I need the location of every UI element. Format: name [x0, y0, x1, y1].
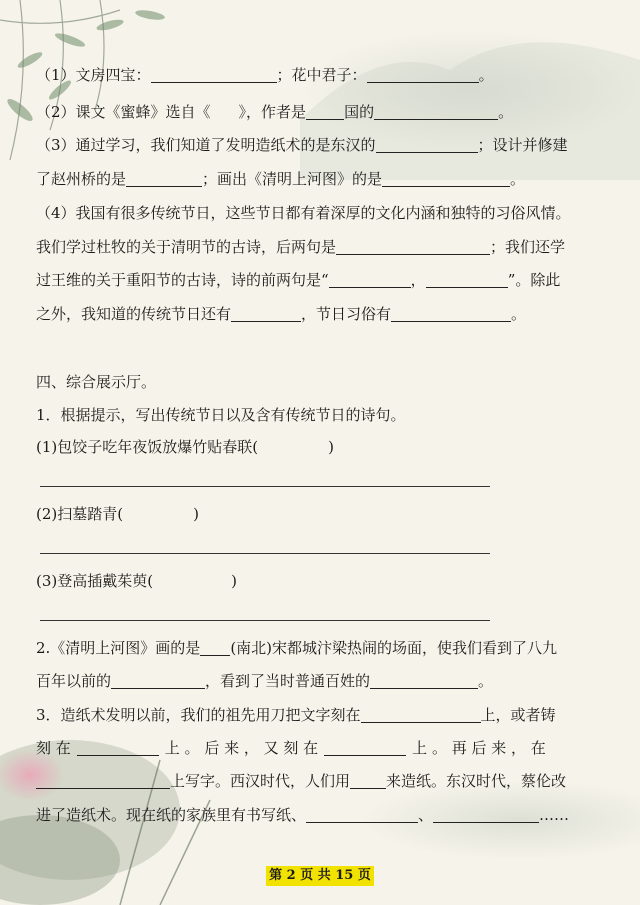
question-4-2-line1 [36, 637, 610, 659]
answer-blank[interactable] [336, 238, 490, 255]
answer-blank[interactable] [231, 305, 301, 322]
question-4-3-line4 [36, 804, 610, 826]
q33-text: （3）通过学习，我们知道了发明造纸术的是东汉的 [36, 136, 376, 154]
answer-blank[interactable] [426, 271, 508, 288]
question-4-1-item-1 [36, 436, 610, 458]
q43-text: 上写字。西汉时代，人们用 [170, 772, 351, 790]
question-3-2 [36, 101, 610, 123]
total-pages: 15 [335, 868, 354, 883]
answer-blank[interactable] [111, 672, 205, 689]
item-close: ) [193, 505, 199, 523]
answer-blank[interactable] [306, 806, 418, 823]
q43-text: 3．造纸术发明以前，我们的祖先用刀把文字刻在 [36, 706, 361, 724]
q42-text: (南北)宋都城汴梁热闹的场面，使我们看到了八九 [230, 639, 558, 657]
q34-text: （4）我国有很多传统节日，这些节日都有着深厚的文化内涵和独特的习俗风情。 [36, 204, 571, 222]
footer-text: 页 [357, 868, 371, 883]
question-4-1-item-2 [36, 503, 610, 525]
footer-text: 第 [269, 868, 283, 883]
section-title: 四、综合展示厅。 [36, 373, 157, 391]
q43-text: 上，或者铸 [480, 706, 556, 724]
answer-blank[interactable] [367, 66, 479, 83]
q42-text: 2.《清明上河图》画的是 [36, 639, 201, 657]
answer-blank[interactable] [77, 739, 159, 756]
q31-mid: ；花中君子： [276, 66, 367, 84]
question-4-2-line2 [36, 670, 610, 692]
section-4-title [36, 371, 610, 393]
question-3-4-line4 [36, 303, 610, 325]
q32-label: （2）课文《蜜蜂》选自《 [36, 103, 211, 121]
q33-text: ；画出《清明上河图》的是 [202, 170, 383, 188]
q32-end: 。 [498, 103, 514, 121]
q33-text: ；设计并修建 [477, 136, 568, 154]
answer-blank[interactable] [306, 103, 344, 120]
q34-text: ”。除此 [507, 271, 561, 289]
answer-blank[interactable] [329, 271, 411, 288]
answer-blank[interactable] [361, 706, 481, 723]
answer-blank[interactable] [391, 305, 511, 322]
item-close: ) [231, 572, 237, 590]
question-4-1-prompt [36, 404, 610, 426]
q34-text: ，节日习俗有 [301, 305, 392, 323]
question-3-4-line1 [36, 202, 610, 224]
q42-text: 。 [478, 672, 494, 690]
q43-text: 来造纸。东汉时代，蔡伦改 [386, 772, 567, 790]
q43-text: …… [539, 806, 570, 824]
q43-text: 上 。 后 来 ， 又 刻 在 [164, 739, 319, 757]
answer-line[interactable] [40, 620, 490, 621]
answer-blank[interactable] [151, 66, 277, 83]
question-4-3-line2 [36, 737, 610, 759]
answer-blank[interactable] [382, 170, 510, 187]
q34-text: ， [410, 271, 426, 289]
q43-text: 刻 在 [36, 739, 71, 757]
answer-blank[interactable] [374, 103, 498, 120]
question-3-4-line2 [36, 236, 610, 258]
answer-blank[interactable] [324, 739, 406, 756]
q34-text: ；我们还学 [490, 238, 566, 256]
item-close: ) [328, 438, 334, 456]
answer-blank[interactable] [370, 672, 478, 689]
answer-blank[interactable] [433, 806, 539, 823]
item-text: (2)扫墓踏青( [36, 505, 124, 523]
q43-text: 进了造纸术。现在纸的家族里有书写纸、 [36, 806, 307, 824]
q43-text: 、 [418, 806, 434, 824]
answer-blank[interactable] [376, 136, 478, 153]
answer-blank[interactable] [126, 170, 202, 187]
answer-line[interactable] [40, 486, 490, 487]
question-3-1 [36, 64, 610, 86]
answer-blank[interactable] [200, 639, 230, 656]
q42-text: 百年以前的 [36, 672, 112, 690]
q33-text: 。 [510, 170, 526, 188]
q41-prompt: 1．根据提示，写出传统节日以及含有传统节日的诗句。 [36, 406, 406, 424]
q31-label: （1）文房四宝： [36, 66, 151, 84]
item-text: (3)登高插戴茱萸( [36, 572, 154, 590]
answer-line[interactable] [40, 553, 490, 554]
q31-end: 。 [478, 66, 494, 84]
footer-text: 页 共 [300, 868, 331, 883]
question-3-3-line2 [36, 168, 610, 190]
answer-blank[interactable] [350, 772, 386, 789]
q32-close: 》，作者是 [238, 103, 307, 121]
q34-text: 。 [511, 305, 527, 323]
q33-text: 了赵州桥的是 [36, 170, 127, 188]
current-page: 2 [286, 868, 296, 883]
q34-text: 之外，我知道的传统节日还有 [36, 305, 232, 323]
q42-text: ，看到了当时普通百姓的 [205, 672, 371, 690]
question-3-3-line1 [36, 134, 610, 156]
q34-text: 过王维的关于重阳节的古诗，诗的前两句是“ [36, 271, 329, 289]
q32-country: 国的 [344, 103, 375, 121]
question-3-4-line3 [36, 269, 610, 291]
question-4-1-item-3 [36, 570, 610, 592]
q34-text: 我们学过杜牧的关于清明节的古诗，后两句是 [36, 238, 337, 256]
page-indicator [266, 866, 374, 886]
question-4-3-line3 [36, 770, 610, 792]
item-text: (1)包饺子吃年夜饭放爆竹贴春联( [36, 438, 259, 456]
answer-blank[interactable] [36, 772, 170, 789]
question-4-3-line1 [36, 704, 610, 726]
q43-text: 上 。 再 后 来 ， 在 [412, 739, 546, 757]
